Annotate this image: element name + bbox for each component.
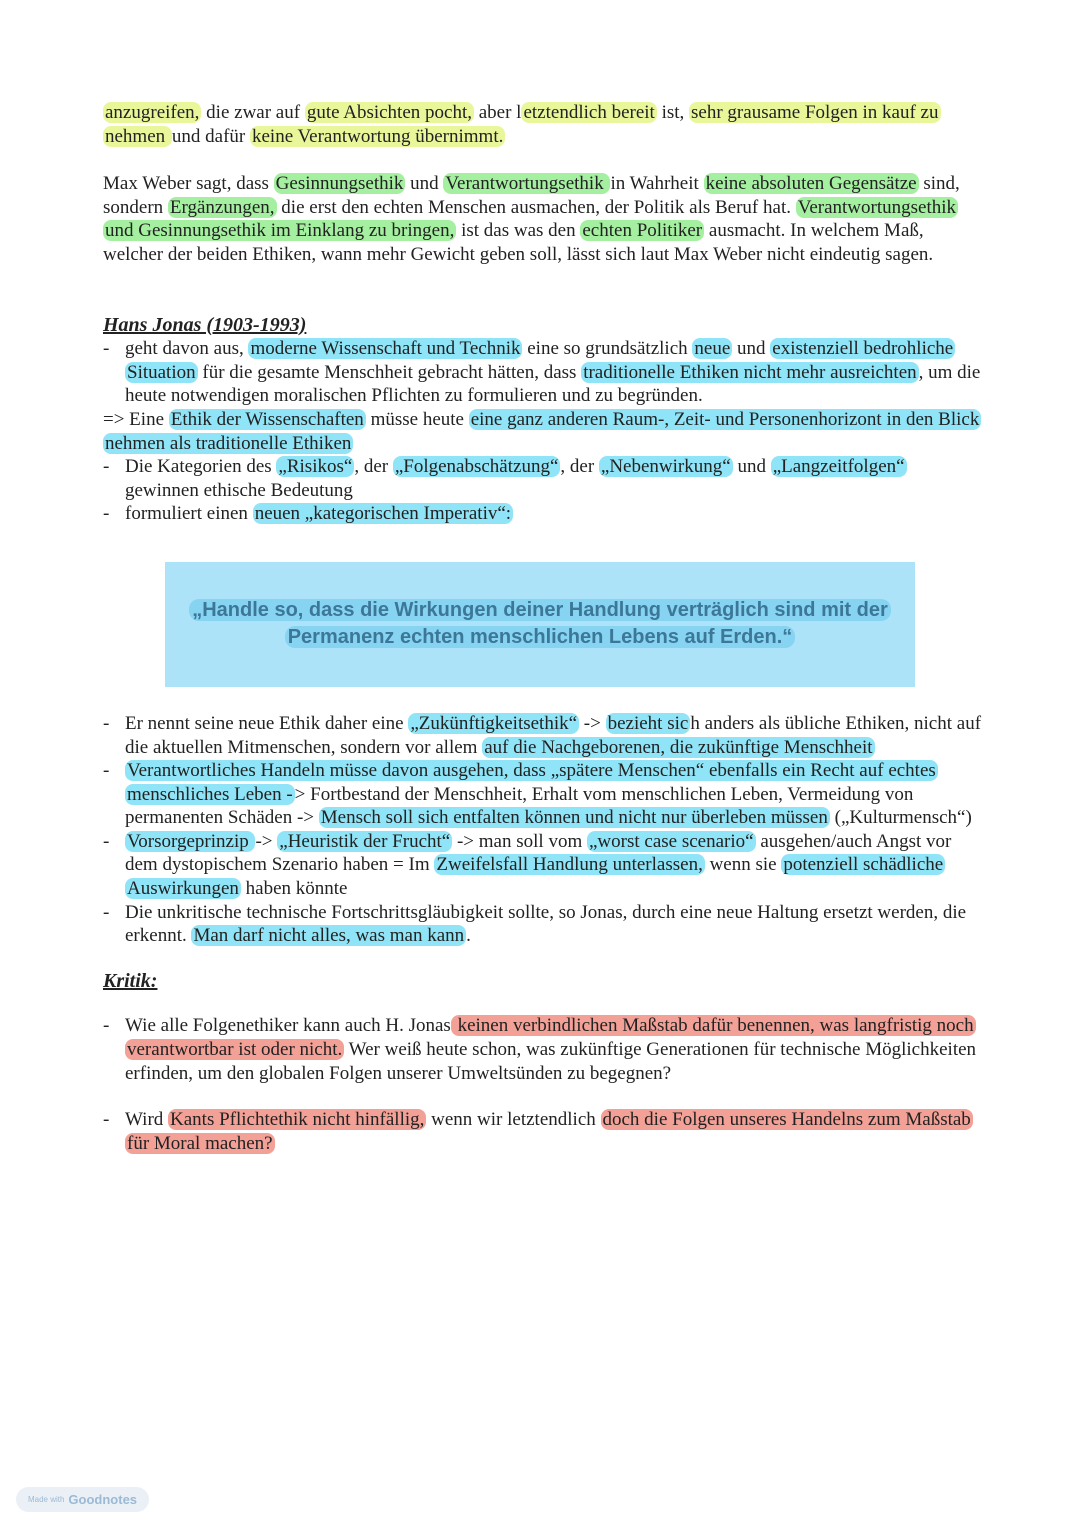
highlighted-text: moderne Wissenschaft und Technik	[250, 338, 521, 360]
text-run: und dafür	[171, 125, 250, 147]
highlighted-text: auf die Nachgeborenen, die zukünftige Menschheit	[484, 736, 873, 758]
highlighted-text: echten Politiker	[582, 220, 703, 242]
text-run: wenn sie	[704, 854, 782, 876]
text-run: => Eine	[103, 408, 169, 430]
highlighted-text: „Nebenwirkung“	[600, 456, 731, 478]
list-item	[103, 455, 983, 502]
jonas-list-3	[103, 712, 983, 948]
text-run: eine so grundsätzlich	[522, 338, 693, 360]
highlighted-text: keinen verbindlichen Maßstab dafür benennen, was langfristig noch verantwortbar ist oder nicht.	[127, 1015, 974, 1061]
list-item	[103, 830, 983, 901]
highlighted-text: existenziell bedrohliche Situation	[127, 338, 954, 383]
text-run: Die Kategorien des	[125, 456, 277, 478]
highlighted-text: „Risikos“	[278, 456, 353, 478]
highlighted-text: Zweifelsfall Handlung unterlassen,	[436, 854, 703, 876]
list-item	[103, 759, 983, 830]
kritik-item-2	[103, 1108, 983, 1155]
highlighted-text: Verantwortungsethik	[445, 173, 609, 195]
text-run: Er nennt seine neue Ethik daher eine	[125, 712, 409, 734]
text-run: in Wahrheit	[610, 173, 704, 195]
highlighted-text: Gesinnungsethik	[275, 173, 404, 195]
imperative-quote-box	[165, 562, 915, 687]
highlighted-text: anzugreifen,	[105, 102, 200, 123]
highlighted-text: keine absoluten Gegensätze	[705, 173, 917, 195]
text-run: und	[732, 456, 771, 478]
text-run: („Kulturmensch“)	[829, 807, 972, 829]
kritik-item-1	[103, 1014, 983, 1085]
highlighted-text: keine Verantwortung übernimmt.	[252, 125, 504, 147]
text-run: .	[466, 925, 471, 947]
highlighted-text: Kants Pflichtethik nicht hinfällig,	[170, 1109, 425, 1131]
text-run: Wie alle Folgenethiker kann auch H. Jonas	[125, 1015, 451, 1037]
text-run: ist das was den	[456, 220, 581, 242]
highlighted-text: potenziell schädliche Auswirkungen	[127, 854, 944, 900]
list-item	[103, 337, 983, 408]
text-run: und	[405, 173, 444, 195]
highlighted-text: bezieht sic	[607, 712, 689, 734]
highlighted-text: Mensch soll sich entfalten können und nicht nur überleben müssen	[320, 807, 828, 829]
text-run: ist,	[656, 102, 690, 123]
text-run: für die gesamte Menschheit gebracht hätten, dass	[197, 361, 582, 383]
text-run: formuliert einen	[125, 503, 253, 525]
jonas-heading: Hans Jonas (1903-1993)	[103, 313, 307, 336]
kritik-heading: Kritik:	[103, 969, 158, 992]
highlighted-text: gute Absichten pocht,	[306, 102, 472, 123]
text-run: sind, sondern	[103, 173, 960, 218]
highlighted-text: „Zukünftigkeitsethik“	[410, 712, 578, 734]
highlighted-text: Vorsorgeprinzip	[127, 830, 254, 852]
text-run: ->	[255, 830, 278, 852]
text-run: ausgehen/auch Angst vor dem dystopischem Szenario haben = Im	[125, 830, 952, 876]
list-item	[103, 712, 983, 759]
highlighted-text: „Folgenabschätzung“	[394, 456, 559, 478]
document-page	[103, 101, 983, 1155]
highlighted-text: eine ganz anderen Raum-, Zeit- und Personenhorizont in den Blick nehmen als traditionelle Ethiken	[105, 408, 980, 454]
highlighted-text: neuen „kategorischen Imperativ“:	[254, 503, 512, 525]
text-run: gewinnen ethische Bedeutung	[125, 479, 353, 501]
highlighted-text: etztendlich bereit	[523, 102, 655, 123]
text-run: -> man soll vom	[452, 830, 587, 852]
text-run: , der	[560, 456, 599, 478]
intro-paragraph-1	[103, 101, 983, 148]
text-run: Die unkritische technische Fortschrittsgläubigkeit sollte, so Jonas, durch eine neue Haltung ersetzt werden, die erkennt.	[125, 901, 967, 947]
list-item	[103, 901, 983, 948]
highlighted-text: sehr grausame Folgen in kauf zu nehmen	[105, 102, 939, 147]
text-run: und	[732, 338, 771, 360]
text-run: die zwar auf	[201, 102, 305, 123]
text-run: die erst den echten Menschen ausmachen, der Politik als Beruf hat.	[276, 196, 796, 218]
text-run: , um die heute notwendigen moralischen Pflichten zu formulieren und zu begründen.	[125, 361, 981, 407]
text-run: geht davon aus,	[125, 338, 249, 360]
jonas-conclusion	[103, 408, 983, 455]
text-run: ->	[579, 712, 606, 734]
text-run: haben könnte	[240, 878, 348, 900]
highlighted-text: Verantwortungsethik und Gesinnungsethik im Einklang zu bringen,	[105, 196, 957, 242]
highlighted-text: Ergänzungen,	[169, 196, 275, 218]
badge-made-with: Made with	[27, 1495, 65, 1504]
text-run: Wird	[125, 1109, 169, 1131]
text-run: müsse heute	[365, 408, 469, 430]
highlighted-text: Verantwortliches Handeln müsse davon ausgehen, dass „spätere Menschen“ ebenfalls ein Recht auf echtes menschliches Leben -	[127, 760, 936, 805]
text-run: , der	[354, 456, 393, 478]
highlighted-text: neue	[694, 338, 731, 360]
intro-paragraph-2	[103, 172, 983, 266]
text-run: Max Weber sagt, dass	[103, 173, 274, 195]
highlighted-text: „Langzeitfolgen“	[772, 456, 905, 478]
highlighted-text: Man darf nicht alles, was man kann	[193, 925, 465, 947]
highlighted-text: „worst case scenario“	[588, 830, 754, 852]
jonas-list-1	[103, 337, 983, 408]
badge-brand: Goodnotes	[68, 1492, 138, 1507]
highlighted-text: „Heuristik der Frucht“	[279, 830, 451, 852]
goodnotes-badge[interactable]	[16, 1487, 149, 1512]
text-run: Wer weiß heute schon, was zukünftige Generationen für technische Möglichkeiten erfinden, um den globalen Folgen unserer Umweltsünden zu begegnen?	[125, 1039, 977, 1084]
highlighted-text: doch die Folgen unseres Handelns zum Maßstab für Moral machen?	[127, 1109, 971, 1154]
highlighted-text: Ethik der Wissenschaften	[170, 408, 364, 430]
imperative-quote: „Handle so, dass die Wirkungen deiner Handlung verträglich sind mit der Permanenz echten menschlichen Lebens auf Erden.“	[189, 599, 891, 648]
list-item	[103, 502, 983, 526]
kritik-list	[103, 1014, 983, 1085]
kritik-list-2	[103, 1108, 983, 1155]
jonas-list-2	[103, 455, 983, 526]
text-run: h anders als übliche Ethiken, nicht auf die aktuellen Mitmenschen, sondern vor allem	[125, 712, 982, 758]
highlighted-text: traditionelle Ethiken nicht mehr ausreichten	[583, 361, 917, 383]
text-run: wenn wir letztendlich	[426, 1109, 601, 1131]
text-run: aber l	[473, 102, 522, 123]
text-run: > Fortbestand der Menschheit, Erhalt vom menschlichen Leben, Vermeidung von permanenten Schäden ->	[125, 783, 914, 829]
text-run: ausmacht. In welchem Maß, welcher der beiden Ethiken, wann mehr Gewicht geben soll, lässt sich laut Max Weber nicht eindeutig sagen.	[103, 220, 934, 265]
